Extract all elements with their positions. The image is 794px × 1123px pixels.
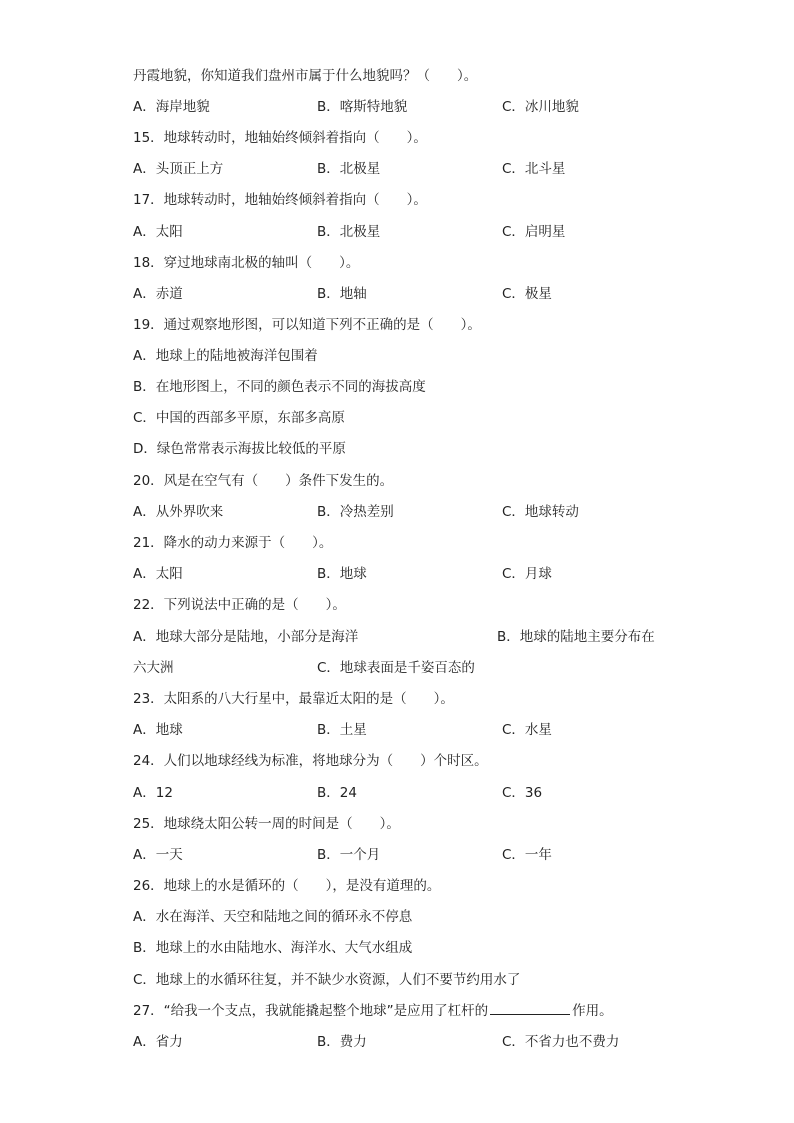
question-23-options — [133, 719, 733, 741]
option-a: A．地球大部分是陆地，小部分是海洋 — [133, 629, 359, 645]
option-a: A．一天 — [133, 847, 183, 863]
question-23-stem: 23．太阳系的八大行星中，最靠近太阳的是（ ）。 — [133, 691, 454, 707]
option-b: B．地球的陆地主要分布在 — [497, 629, 655, 645]
question-15-stem: 15．地球转动时，地轴始终倾斜着指向（ ）。 — [133, 130, 427, 146]
option-c: C．冰川地貌 — [502, 99, 579, 115]
option-c: C．北斗星 — [502, 161, 566, 177]
question-15-options — [133, 158, 733, 180]
option-b: B．一个月 — [317, 847, 381, 863]
option-a: A．12 — [133, 785, 173, 801]
option-c: C．地球转动 — [502, 504, 579, 520]
option-a: A．太阳 — [133, 566, 183, 582]
option-c: C．极星 — [502, 286, 552, 302]
question-25-options — [133, 844, 733, 866]
option-b: B．土星 — [317, 722, 367, 738]
question-25-stem: 25．地球绕太阳公转一周的时间是（ ）。 — [133, 816, 400, 832]
question-21-options — [133, 563, 733, 585]
option-b: B．北极星 — [317, 224, 381, 240]
option-b: B．24 — [317, 785, 357, 801]
question-24-options — [133, 782, 733, 804]
option-c: C．月球 — [502, 566, 552, 582]
option-c: C．地球表面是千姿百态的 — [317, 660, 475, 676]
question-17-options — [133, 221, 733, 243]
option-a: A．地球 — [133, 722, 183, 738]
option-c: C．36 — [502, 785, 543, 801]
option-c: C．水星 — [502, 722, 552, 738]
option-b: B．喀斯特地貌 — [317, 99, 408, 115]
option-c: C．不省力也不费力 — [502, 1034, 620, 1050]
question-14-stem: 丹霞地貌，你知道我们盘州市属于什么地貌吗？（ ）。 — [133, 68, 478, 84]
question-20-options — [133, 501, 733, 523]
question-17-stem: 17．地球转动时，地轴始终倾斜着指向（ ）。 — [133, 192, 427, 208]
option-b-continued: 六大洲 — [133, 660, 174, 676]
option-b: B．冷热差别 — [317, 504, 394, 520]
answer-blank[interactable] — [490, 1000, 570, 1015]
question-22-stem: 22．下列说法中正确的是（ ）。 — [133, 597, 346, 613]
question-27-stem — [133, 1000, 613, 1022]
option-c: C．一年 — [502, 847, 552, 863]
option-a: A．从外界吹来 — [133, 504, 224, 520]
option-a: A．赤道 — [133, 286, 183, 302]
question-18-options — [133, 283, 733, 305]
option-a: A．太阳 — [133, 224, 183, 240]
question-19-stem: 19．通过观察地形图，可以知道下列不正确的是（ ）。 — [133, 317, 481, 333]
question-19-option-d: D．绿色常常表示海拔比较低的平原 — [133, 441, 346, 457]
option-c: C．启明星 — [502, 224, 566, 240]
option-b: B．费力 — [317, 1034, 367, 1050]
option-a: A．省力 — [133, 1034, 183, 1050]
question-27-options — [133, 1031, 733, 1053]
question-24-stem: 24．人们以地球经线为标准，将地球分为（ ）个时区。 — [133, 753, 488, 769]
question-19-option-a: A．地球上的陆地被海洋包围着 — [133, 348, 318, 364]
option-a: A．头顶正上方 — [133, 161, 224, 177]
option-b: B．地轴 — [317, 286, 367, 302]
question-19-option-c: C．中国的西部多平原，东部多高原 — [133, 410, 345, 426]
question-21-stem: 21．降水的动力来源于（ ）。 — [133, 535, 333, 551]
question-20-stem: 20．风是在空气有（ ）条件下发生的。 — [133, 473, 394, 489]
question-22-options-row2 — [133, 657, 733, 679]
question-19-option-b: B．在地形图上，不同的颜色表示不同的海拔高度 — [133, 379, 426, 395]
question-26-stem: 26．地球上的水是循环的（ ），是没有道理的。 — [133, 878, 441, 894]
option-b: B．北极星 — [317, 161, 381, 177]
question-18-stem: 18．穿过地球南北极的轴叫（ ）。 — [133, 255, 360, 271]
question-26-option-c: C．地球上的水循环往复，并不缺少水资源，人们不要节约用水了 — [133, 972, 521, 988]
option-a: A．海岸地貌 — [133, 99, 210, 115]
option-b: B．地球 — [317, 566, 367, 582]
question-14-options — [133, 96, 733, 118]
question-26-option-a: A．水在海洋、天空和陆地之间的循环永不停息 — [133, 909, 413, 925]
question-22-options-row1 — [133, 626, 733, 648]
question-27-text-after: 作用。 — [572, 1003, 613, 1019]
question-26-option-b: B．地球上的水由陆地水、海洋水、大气水组成 — [133, 940, 413, 956]
question-27-text-before: 27．“给我一个支点，我就能撬起整个地球”是应用了杠杆的 — [133, 1003, 489, 1019]
